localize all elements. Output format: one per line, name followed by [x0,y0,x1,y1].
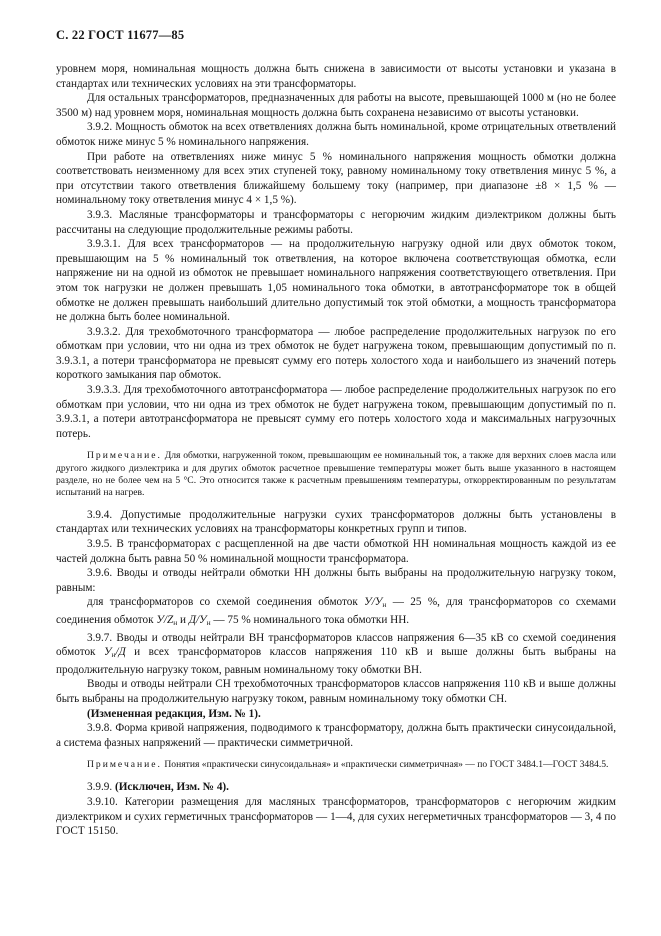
clause-3-9-3-1: 3.9.3.1. Для всех трансформаторов — на продолжительную нагрузку одной или двух обмоток током, превышающим на 5 % номинальный ток ответвления, на которое включена соответствующая обмотка, если напряжение ни на одной из обмоток не превышает номинального напряжения соответствующего ответвления. При этом ток нагрузки не должен превышать 1,05 номинального тока обмотки, в автотрансформаторе ток в общей обмотке не должен превышать наибольший длительно допустимый ток этой обмотки, а мощность трансформатора не должна быть более номинальной. [56,238,616,324]
clause-3-9-9: 3.9.9. (Исключен, Изм. № 4). [87,781,229,794]
note-2 [56,759,616,771]
clause-3-9-3-3: 3.9.3.3. Для трехобмоточного автотрансформатора — любое распределение продолжительных нагрузок по его обмоткам при условии, что ни одна из трех обмоток не будет нагружена током, превышающим допустимый по п. 3.9.3.1, а потери автотрансформатора не превысят сумму его потерь холостого хода и максимальных нагрузочных потерь. [56,384,616,440]
clause-3-9-10: 3.9.10. Категории размещения для масляных трансформаторов, трансформаторов с негорючим жидким диэлектриком и сухих герметичных трансформаторов — 1—4, для сухих негерметичных трансформаторов — 3, 4 по ГОСТ 15150. [56,796,616,838]
clause-3-9-6: 3.9.6. Вводы и отводы нейтрали обмотки НН должны быть выбраны на продолжительную нагрузку током, равным: [56,567,616,594]
page-header: С. 22 ГОСТ 11677—85 [56,28,185,42]
document-body [56,62,616,839]
clause-3-9-2: 3.9.2. Мощность обмоток на всех ответвлениях должна быть номинальной, кроме отрицательных ответвлений обмоток ниже минус 5 % номинального напряжения. [56,121,616,148]
clause-3-9-3: 3.9.3. Масляные трансформаторы и трансформаторы с негорючим жидким диэлектриком должны быть рассчитаны на следующие продолжительные режимы работы. [56,208,616,236]
note-label: Примечание. [87,450,162,462]
clause-3-9-3-2: 3.9.3.2. Для трехобмоточного трансформатора — любое распределение продолжительных нагрузок по его обмоткам при условии, что ни одна из трех обмоток не будет нагружена током, превышающим допустимый по п. 3.9.3.1, а потери трансформатора не превысят сумму его потерь холостого хода и наибольшего из значений потерь короткого замыкания пар обмоток. [56,325,616,382]
paragraph-connection-schemes: для трансформаторов со схемой соединения обмоток $У/У_н$ — 25 %, для трансформаторов со схемами соединения обмоток $У/Z_н$ и $Д/У_н$ — 75 % номинального тока обмотки НН. [56,596,616,627]
note-label: Примечание. [87,759,162,771]
clause-3-9-8: 3.9.8. Форма кривой напряжения, подводимого к трансформатору, должна быть практически синусоидальной, а система фазных напряжений — практически симметричной. [56,722,616,749]
note-text: Для обмотки, нагруженной током, превышающим ее номинальный ток, а также для верхних слоев масла или другого жидкого диэлектрика и для других обмоток расчетное превышение температуры может быть выше указанного в настоящем разделе, но не более чем на 5 °С. Это относится также к расчетным превышениям температуры, откорректированным по результатам испытаний на нагрев. [56,450,616,498]
note-text: Понятия «практически синусоидальная» и «практически симметричная» — по ГОСТ 3484.1—ГОСТ 3484.5. [161,759,609,771]
clause-3-9-5: 3.9.5. В трансформаторах с расщепленной на две части обмоткой НН номинальная мощность каждой из ее частей должна быть равна 50 % номинальной мощности трансформатора. [56,538,616,565]
clause-3-9-7: 3.9.7. Вводы и отводы нейтрали ВН трансформаторов классов напряжения 6—35 кВ со схемой соединения обмоток $У_н/Д$ и всех трансформаторов классов напряжения 110 кВ и выше должны быть выбраны на продолжительную нагрузку током, равным номинальному току обмотки ВН. [56,631,616,676]
note-1 [56,450,616,498]
amendment-note: (Измененная редакция, Изм. № 1). [87,707,261,720]
paragraph: При работе на ответвлениях ниже минус 5 % номинального напряжения мощность обмотки должна соответствовать неизменному для всех этих ступеней току, равному номинальному току ответвления минус 5 %, а при отсутствии такого ответвления ближайшему большему току (например, при диапазоне ±8 × 1,5 % — номинальному току ответвления минус 4 × 1,5 %). [56,150,616,207]
clause-3-9-4: 3.9.4. Допустимые продолжительные нагрузки сухих трансформаторов должны быть установлены в стандартах или технических условиях на трансформаторы конкретных групп и типов. [56,508,616,536]
paragraph: уровнем моря, номинальная мощность должна быть снижена в зависимости от высоты установки и указана в стандартах или технических условиях на эти трансформаторы. [56,63,616,90]
paragraph: Для остальных трансформаторов, предназначенных для работы на высоте, превышающей 1000 м (но не более 3500 м) над уровнем моря, номинальная мощность должна быть сохранена независимо от высоты установки. [56,92,616,119]
paragraph: Вводы и отводы нейтрали СН трехобмоточных трансформаторов классов напряжения 110 кВ и выше должны быть выбраны на продолжительную нагрузку током, равным номинальному току обмотки СН. [56,678,616,705]
